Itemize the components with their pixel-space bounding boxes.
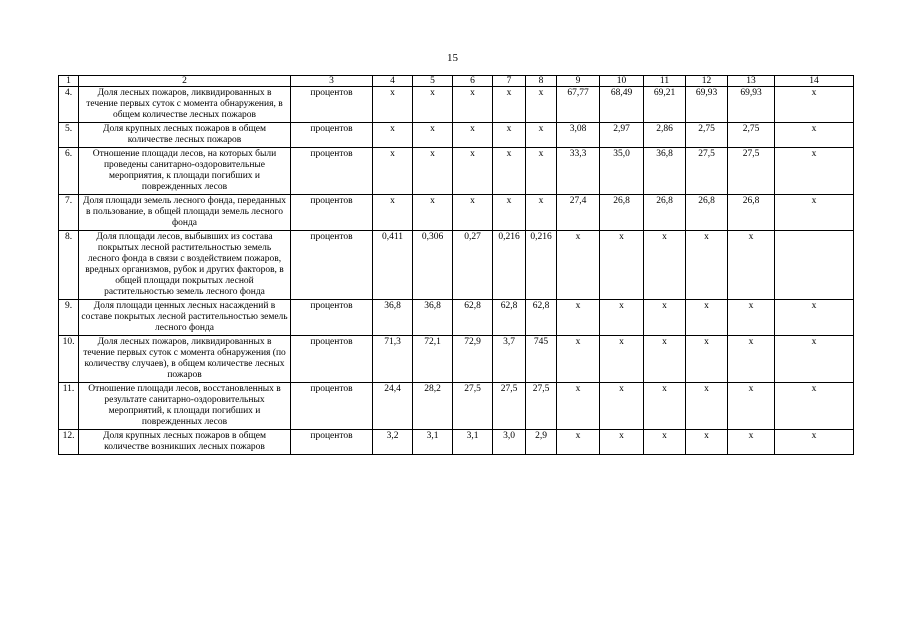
header-cell: 9 (557, 76, 600, 87)
value-cell: x (728, 336, 775, 383)
header-cell: 2 (79, 76, 291, 87)
header-cell: 14 (775, 76, 854, 87)
value-cell: 33,3 (557, 148, 600, 195)
table-row (59, 430, 854, 455)
indicator-name: Доля лесных пожаров, ликвидированных в течение первых суток с момента обнаружения, в общем количестве лесных пожаров (79, 87, 291, 123)
value-cell: x (600, 300, 644, 336)
value-cell: x (775, 148, 854, 195)
page-number: 15 (447, 52, 458, 64)
unit-cell: процентов (291, 430, 373, 455)
value-cell: x (775, 87, 854, 123)
value-cell: 2,97 (600, 123, 644, 148)
value-cell: x (644, 300, 686, 336)
indicator-name: Отношение площади лесов, восстановленных в результате санитарно-оздоровительных мероприятий, к площади погибших и поврежденных лесов (79, 383, 291, 430)
table-row (59, 195, 854, 231)
indicator-name: Отношение площади лесов, на которых были проведены санитарно-оздоровительные мероприятия, к площади погибших и поврежденных лесов (79, 148, 291, 195)
value-cell: 3,08 (557, 123, 600, 148)
value-cell: x (775, 123, 854, 148)
value-cell: x (644, 430, 686, 455)
value-cell: 26,8 (728, 195, 775, 231)
value-cell: 28,2 (413, 383, 453, 430)
row-number: 6. (59, 148, 79, 195)
header-cell: 7 (493, 76, 526, 87)
unit-cell: процентов (291, 231, 373, 300)
value-cell: x (493, 87, 526, 123)
indicator-name: Доля крупных лесных пожаров в общем количестве возникших лесных пожаров (79, 430, 291, 455)
value-cell: x (775, 430, 854, 455)
value-cell: 745 (526, 336, 557, 383)
value-cell: 69,93 (728, 87, 775, 123)
value-cell: x (493, 195, 526, 231)
table-row (59, 300, 854, 336)
header-row (59, 76, 854, 87)
value-cell: x (775, 336, 854, 383)
value-cell: x (686, 383, 728, 430)
value-cell: 68,49 (600, 87, 644, 123)
value-cell: x (526, 87, 557, 123)
header-cell: 12 (686, 76, 728, 87)
value-cell: x (644, 231, 686, 300)
value-cell: x (557, 231, 600, 300)
row-number: 5. (59, 123, 79, 148)
indicator-name: Доля площади лесов, выбывших из состава покрытых лесной растительностью земель лесного фонда в связи с воздействием пожаров, вредных организмов, рубок и других факторов, в общей площади покрытых лесной растительностью земель лесного фонда (79, 231, 291, 300)
value-cell: x (728, 231, 775, 300)
value-cell: x (644, 336, 686, 383)
header-cell: 6 (453, 76, 493, 87)
value-cell: x (526, 148, 557, 195)
value-cell: 24,4 (373, 383, 413, 430)
value-cell: 27,5 (453, 383, 493, 430)
value-cell: 0,411 (373, 231, 413, 300)
value-cell: x (557, 383, 600, 430)
row-number: 12. (59, 430, 79, 455)
value-cell: 27,5 (728, 148, 775, 195)
value-cell: 3,1 (413, 430, 453, 455)
table-row (59, 231, 854, 300)
value-cell: 0,216 (526, 231, 557, 300)
value-cell: 72,9 (453, 336, 493, 383)
value-cell: 3,7 (493, 336, 526, 383)
value-cell: 71,3 (373, 336, 413, 383)
value-cell: x (775, 383, 854, 430)
header-cell: 13 (728, 76, 775, 87)
value-cell: 27,5 (526, 383, 557, 430)
table-row (59, 383, 854, 430)
value-cell: x (600, 383, 644, 430)
row-number: 8. (59, 231, 79, 300)
value-cell: x (557, 430, 600, 455)
value-cell: x (600, 231, 644, 300)
value-cell: x (686, 231, 728, 300)
row-number: 4. (59, 87, 79, 123)
value-cell: 3,2 (373, 430, 413, 455)
value-cell: 69,93 (686, 87, 728, 123)
table-row (59, 87, 854, 123)
value-cell: x (557, 336, 600, 383)
value-cell: 36,8 (644, 148, 686, 195)
unit-cell: процентов (291, 148, 373, 195)
value-cell (775, 231, 854, 300)
value-cell: 3,1 (453, 430, 493, 455)
unit-cell: процентов (291, 195, 373, 231)
indicator-name: Доля площади ценных лесных насаждений в составе покрытых лесной растительностью земель лесного фонда (79, 300, 291, 336)
row-number: 7. (59, 195, 79, 231)
value-cell: x (728, 383, 775, 430)
value-cell: 69,21 (644, 87, 686, 123)
value-cell: x (373, 87, 413, 123)
value-cell: x (686, 336, 728, 383)
value-cell: x (600, 430, 644, 455)
value-cell: x (728, 430, 775, 455)
value-cell: 0,306 (413, 231, 453, 300)
value-cell: x (493, 148, 526, 195)
value-cell: 2,75 (686, 123, 728, 148)
row-number: 11. (59, 383, 79, 430)
value-cell: x (413, 148, 453, 195)
header-cell: 5 (413, 76, 453, 87)
value-cell: x (526, 123, 557, 148)
value-cell: x (373, 195, 413, 231)
value-cell: 27,4 (557, 195, 600, 231)
value-cell: x (557, 300, 600, 336)
value-cell: x (775, 300, 854, 336)
value-cell: x (453, 195, 493, 231)
value-cell: x (526, 195, 557, 231)
unit-cell: процентов (291, 383, 373, 430)
value-cell: x (775, 195, 854, 231)
value-cell: 27,5 (686, 148, 728, 195)
value-cell: 35,0 (600, 148, 644, 195)
unit-cell: процентов (291, 336, 373, 383)
header-cell: 10 (600, 76, 644, 87)
value-cell: 72,1 (413, 336, 453, 383)
value-cell: 36,8 (373, 300, 413, 336)
table-row (59, 123, 854, 148)
value-cell: 27,5 (493, 383, 526, 430)
value-cell: x (644, 383, 686, 430)
header-cell: 8 (526, 76, 557, 87)
indicator-name: Доля лесных пожаров, ликвидированных в течение первых суток с момента обнаружения (по количеству случаев), в общем количестве лесных пожаров (79, 336, 291, 383)
value-cell: x (453, 87, 493, 123)
header-cell: 4 (373, 76, 413, 87)
value-cell: x (686, 430, 728, 455)
indicator-name: Доля площади земель лесного фонда, переданных в пользование, в общей площади земель лесного фонда (79, 195, 291, 231)
value-cell: x (413, 195, 453, 231)
value-cell: x (413, 87, 453, 123)
indicator-name: Доля крупных лесных пожаров в общем количестве лесных пожаров (79, 123, 291, 148)
row-number: 10. (59, 336, 79, 383)
unit-cell: процентов (291, 300, 373, 336)
value-cell: 62,8 (493, 300, 526, 336)
header-cell: 11 (644, 76, 686, 87)
value-cell: 3,0 (493, 430, 526, 455)
value-cell: 62,8 (526, 300, 557, 336)
value-cell: 2,86 (644, 123, 686, 148)
value-cell: x (728, 300, 775, 336)
row-number: 9. (59, 300, 79, 336)
value-cell: 26,8 (686, 195, 728, 231)
value-cell: x (453, 123, 493, 148)
value-cell: 62,8 (453, 300, 493, 336)
table-row (59, 148, 854, 195)
unit-cell: процентов (291, 123, 373, 148)
header-cell: 3 (291, 76, 373, 87)
value-cell: x (686, 300, 728, 336)
value-cell: 2,9 (526, 430, 557, 455)
value-cell: x (493, 123, 526, 148)
value-cell: 67,77 (557, 87, 600, 123)
value-cell: 26,8 (600, 195, 644, 231)
value-cell: x (413, 123, 453, 148)
value-cell: x (600, 336, 644, 383)
table-row (59, 336, 854, 383)
header-cell: 1 (59, 76, 79, 87)
value-cell: 0,216 (493, 231, 526, 300)
value-cell: 26,8 (644, 195, 686, 231)
value-cell: x (373, 148, 413, 195)
value-cell: 0,27 (453, 231, 493, 300)
unit-cell: процентов (291, 87, 373, 123)
indicators-table (58, 75, 854, 455)
value-cell: 36,8 (413, 300, 453, 336)
value-cell: x (373, 123, 413, 148)
value-cell: x (453, 148, 493, 195)
value-cell: 2,75 (728, 123, 775, 148)
